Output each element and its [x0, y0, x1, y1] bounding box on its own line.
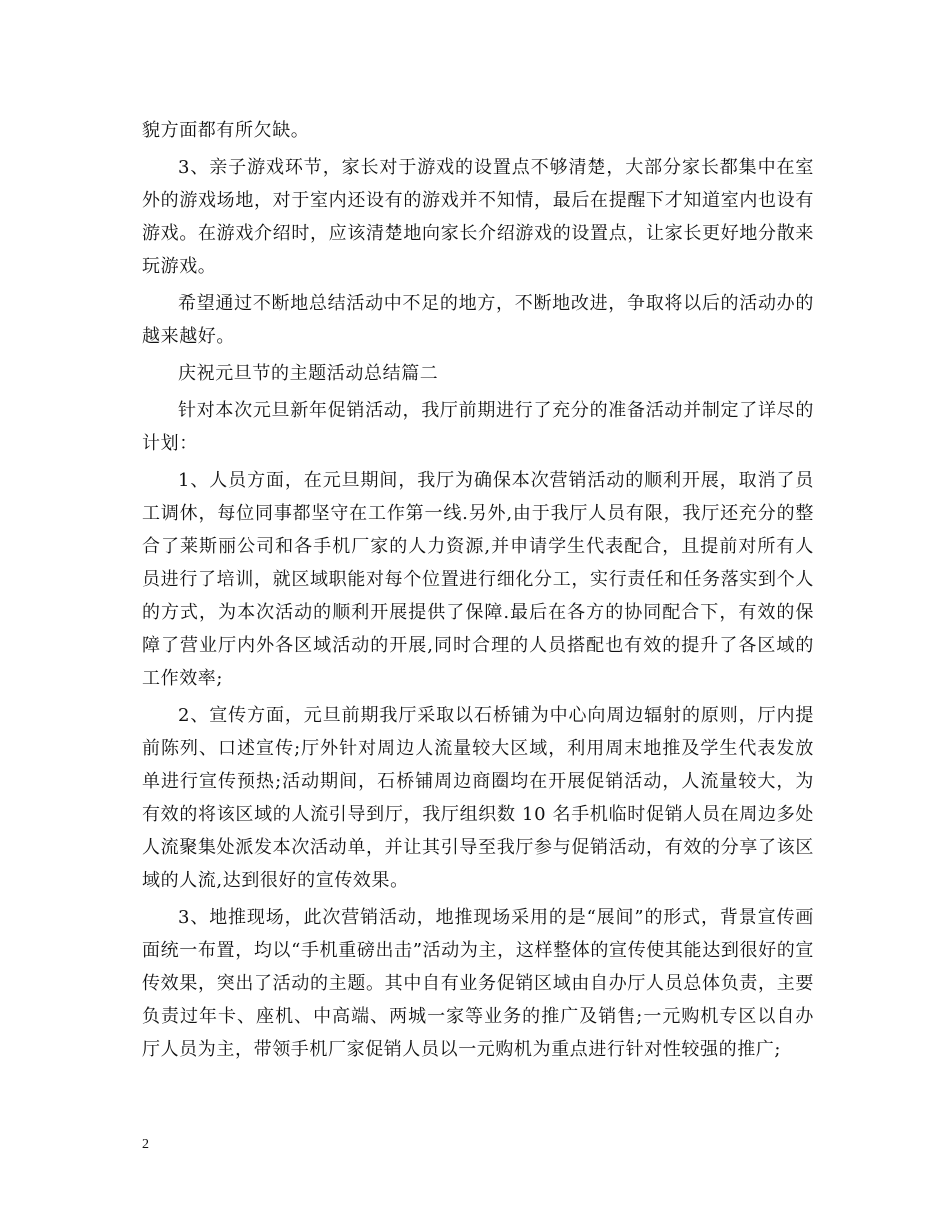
paragraph-item-3-ground-promotion: 3、地推现场，此次营销活动，地推现场采用的是“展间”的形式，背景宣传画面统一布置，均以“手机重磅出击”活动为主，这样整体的宣传使其能达到很好的宣传效果，突出了活动的主题。其中自有业务促销区域由自办厅人员总体负责，主要负责过年卡、座机、中高端、两城一家等业务的推广及销售;一元购机专区以自办厅人员为主，带领手机厂家促销人员以一元购机为重点进行针对性较强的推广; — [142, 907, 814, 1060]
paragraph-continuation: 貌方面都有所欠缺。 — [142, 120, 310, 141]
paragraph-item-2-publicity: 2、宣传方面，元旦前期我厅采取以石桥铺为中心向周边辐射的原则，厅内提前陈列、口述宣传;厅外针对周边人流量较大区域，利用周末地推及学生代表发放单进行宣传预热;活动期间，石桥铺周边商圈均在开展促销活动，人流量较大，为有效的将该区域的人流引导到厅，我厅组织数 10 名手机临时促销人员在周边多处人流聚集处派发本次活动单，并让其引导至我厅参与促销活动，有效的分享了该区域的人流,达到很好的宣传效果。 — [142, 705, 814, 891]
paragraph-hope-improvement: 希望通过不断地总结活动中不足的地方，不断地改进，争取将以后的活动办的越来越好。 — [142, 293, 814, 347]
paragraph-intro: 针对本次元旦新年促销活动，我厅前期进行了充分的准备活动并制定了详尽的计划： — [142, 400, 814, 454]
paragraph-item-3-parent-child-game: 3、亲子游戏环节，家长对于游戏的设置点不够清楚，大部分家长都集中在室外的游戏场地，对于室内还设有的游戏并不知情，最后在提醒下才知道室内也设有游戏。在游戏介绍时，应该清楚地向家长介绍游戏的设置点，让家长更好地分散来玩游戏。 — [142, 157, 814, 277]
document-body — [142, 114, 814, 1066]
page-number: 2 — [142, 1137, 149, 1152]
paragraph-item-1-personnel: 1、人员方面，在元旦期间，我厅为确保本次营销活动的顺利开展，取消了员工调休，每位同事都坚守在工作第一线.另外,由于我厅人员有限，我厅还充分的整合了莱斯丽公司和各手机厂家的人力资源,并申请学生代表配合，且提前对所有人员进行了培训，就区域职能对每个位置进行细化分工，实行责任和任务落实到个人的方式，为本次活动的顺利开展提供了保障.最后在各方的协同配合下，有效的保障了营业厅内外各区域活动的开展,同时合理的人员搭配也有效的提升了各区域的工作效率; — [142, 470, 814, 689]
section-heading: 庆祝元旦节的主题活动总结篇二 — [178, 363, 439, 384]
